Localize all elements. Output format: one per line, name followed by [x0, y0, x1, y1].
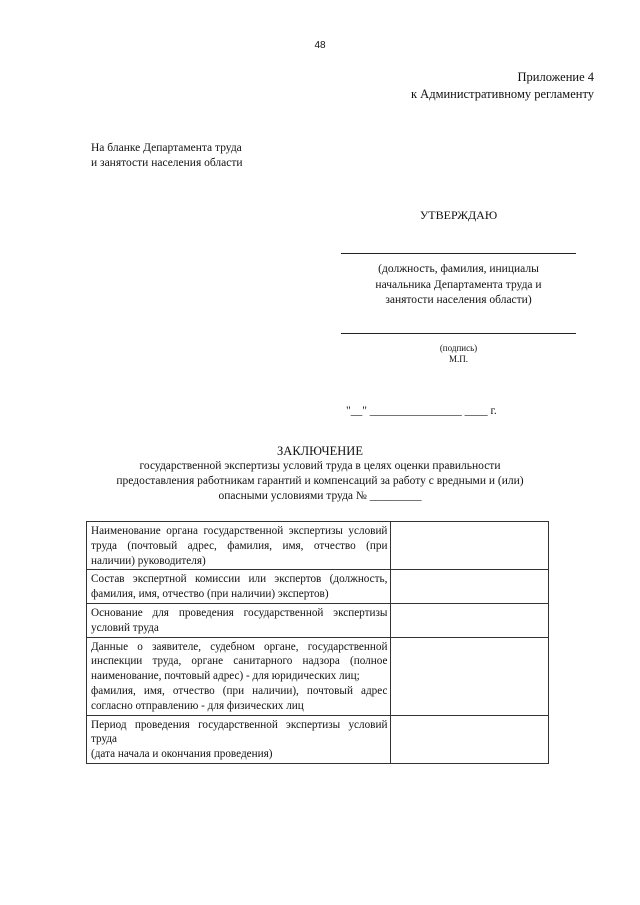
letterhead-line-1: На бланке Департамента труда: [91, 142, 242, 154]
row-value-applicant[interactable]: [391, 637, 549, 715]
row-label-basis: Основание для проведения государственной экспертизы условий труда: [87, 603, 391, 637]
table-row: [87, 570, 549, 604]
approval-description: [341, 262, 576, 309]
conclusion-form-table: [86, 521, 549, 764]
approval-description-line-1: (должность, фамилия, инициалы: [378, 263, 539, 275]
approval-heading: УТВЕРЖДАЮ: [419, 208, 498, 222]
approval-description-line-3: занятости населения области): [385, 294, 532, 306]
appendix-line-1: Приложение 4: [517, 70, 594, 84]
subtitle-line-1: государственной экспертизы условий труда в целях оценки правильности: [139, 460, 501, 472]
row-value-period[interactable]: [391, 715, 549, 763]
table-row: [87, 637, 549, 715]
table-row: [87, 522, 549, 570]
page-number: 48: [314, 40, 326, 51]
document-subtitle: [100, 459, 540, 504]
table-row: [87, 603, 549, 637]
row-value-basis[interactable]: [391, 603, 549, 637]
subtitle-line-3: опасными условиями труда № _________: [218, 490, 422, 502]
document-title: ЗАКЛЮЧЕНИЕ: [277, 444, 363, 458]
seal-mark: М.П.: [448, 354, 468, 364]
position-name-line: [341, 253, 576, 254]
letterhead-line-2: и занятости населения области: [91, 156, 243, 169]
signature-caption: (подпись): [439, 343, 478, 353]
table-row: [87, 715, 549, 763]
approval-date-line: "__" ________________ ____ г.: [346, 405, 497, 417]
row-value-commission[interactable]: [391, 570, 549, 604]
letterhead-note: [91, 141, 243, 170]
row-label-inspection-body: Наименование органа государственной экспертизы условий труда (почтовый адрес, фамилия, имя, отчество (при наличии) руководителя): [87, 522, 391, 570]
approval-description-line-2: начальника Департамента труда и: [375, 278, 542, 291]
row-label-period: Период проведения государственной экспертизы условий труда (дата начала и окончания проведения): [87, 715, 391, 763]
appendix-reference: [411, 69, 594, 103]
signature-line: [341, 333, 576, 334]
row-label-commission: Состав экспертной комиссии или экспертов (должность, фамилия, имя, отчество (при наличии) экспертов): [87, 570, 391, 604]
appendix-line-2: к Административному регламенту: [410, 87, 594, 101]
subtitle-line-2: предоставления работникам гарантий и компенсаций за работу с вредными и (или): [116, 475, 524, 487]
row-label-applicant: Данные о заявителе, судебном органе, государственной инспекции труда, органе санитарного надзора (полное наименование, почтовый адрес) - для юридических лиц; фамилия, имя, отчество (при наличии), почтовый адрес согласно отправлению - для физических лиц: [87, 637, 391, 715]
row-value-inspection-body[interactable]: [391, 522, 549, 570]
